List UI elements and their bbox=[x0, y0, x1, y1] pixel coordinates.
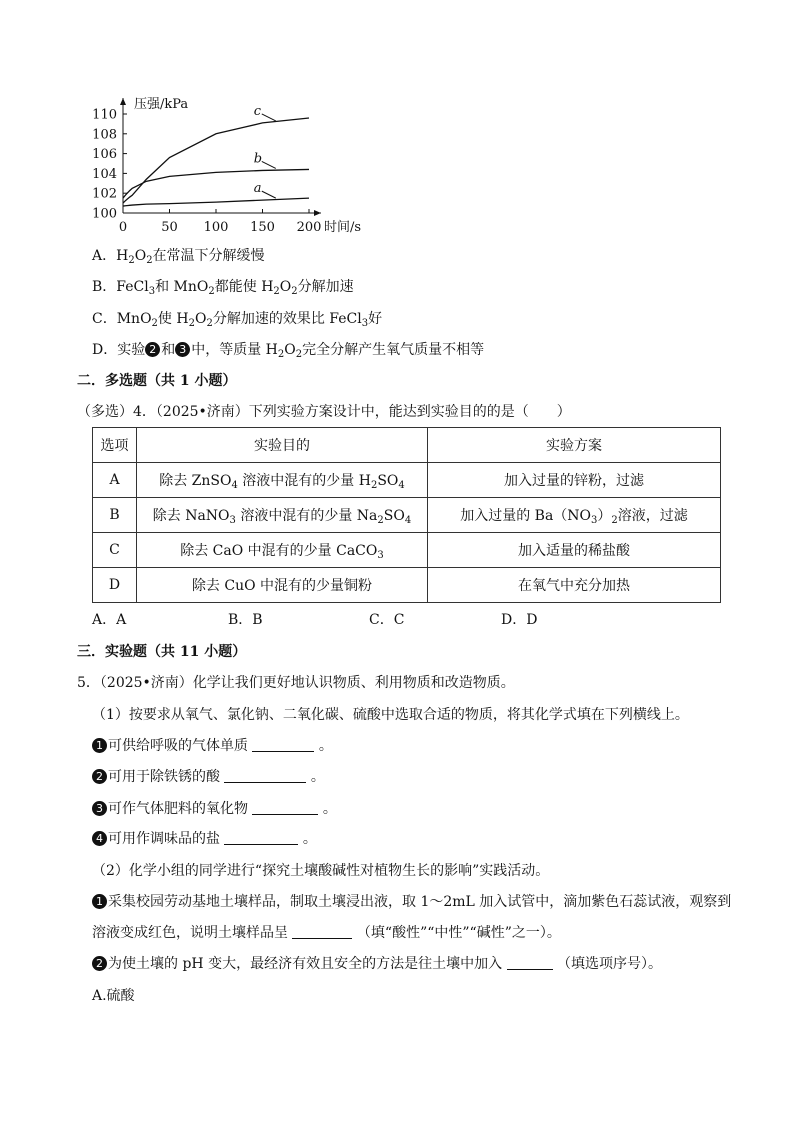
row-option: B bbox=[93, 498, 137, 533]
q5-part1: （1）按要求从氧气、氯化钠、二氧化碳、硫酸中选取合适的物质，将其化学式填在下列横线上。 bbox=[92, 707, 689, 723]
series-label-a: a bbox=[253, 181, 262, 197]
table-row bbox=[93, 498, 721, 533]
row-plan: 加入过量的 $Ba(NO_3)_2$溶液，过滤 bbox=[428, 498, 721, 533]
pressure-time-chart bbox=[88, 92, 362, 242]
row-goal: 除去 CuO 中混有的少量铜粉 bbox=[137, 568, 428, 603]
series-leader-a bbox=[262, 191, 276, 198]
q3-option-a: A．$H_2O_2$在常温下分解缓慢 bbox=[92, 248, 265, 266]
section-heading-multi-choice: 二．多选题（共 1 小题） bbox=[77, 373, 237, 389]
q4-stem: （多选）4．（2025•济南）下列实验方案设计中，能达到实验目的的是（ ） bbox=[77, 404, 571, 420]
q4-answer-d: D．D bbox=[501, 612, 538, 628]
row-plan: 在氧气中充分加热 bbox=[428, 568, 721, 603]
q3-option-c: C．MnO$_2$使 $H_2O_2$分解加速的效果比 FeCl$_3$好 bbox=[92, 311, 383, 329]
series-line-b bbox=[123, 169, 309, 198]
q3-option-d: D．实验 2 和 3 中，等质量 $H_2O_2$完全分解产生氧气质量不相等 bbox=[92, 342, 485, 360]
x-tick-label: 0 bbox=[118, 220, 128, 235]
series-line-c bbox=[123, 118, 309, 203]
header-option: 选项 bbox=[93, 428, 137, 463]
series-label-b: b bbox=[253, 151, 263, 167]
x-tick-label: 150 bbox=[250, 220, 275, 235]
answer-blank[interactable] bbox=[252, 800, 318, 815]
x-tick-label: 200 bbox=[296, 220, 322, 235]
table-row bbox=[93, 463, 721, 498]
table-header-row bbox=[93, 428, 721, 463]
row-goal: 除去 NaNO$_3$ 溶液中混有的少量 $Na_2SO_4$ bbox=[137, 498, 428, 533]
row-option: D bbox=[93, 568, 137, 603]
q4-answer-b: B．B bbox=[228, 612, 263, 628]
header-plan: 实验方案 bbox=[428, 428, 721, 463]
answer-blank[interactable] bbox=[507, 955, 553, 970]
series-line-a bbox=[123, 198, 309, 206]
row-option: C bbox=[93, 533, 137, 568]
row-plan: 加入适量的稀盐酸 bbox=[428, 533, 721, 568]
x-tick-label: 50 bbox=[161, 220, 178, 235]
x-axis-arrow bbox=[314, 210, 321, 216]
q5-sub1-line1: 1 采集校园劳动基地土壤样品，制取土壤浸出液，取 1～2mL 加入试管中，滴加紫色石蕊试液，观察到 bbox=[92, 892, 731, 912]
q5-part2: （2）化学小组的同学进行“探究土壤酸碱性对植物生长的影响”实践活动。 bbox=[92, 863, 550, 879]
y-tick-label: 108 bbox=[92, 127, 117, 143]
y-tick-label: 100 bbox=[92, 206, 117, 222]
q3-option-b: B．FeCl$_3$和 MnO$_2$都能使 $H_2O_2$分解加速 bbox=[92, 279, 354, 297]
row-goal: 除去 ZnSO$_4$ 溶液中混有的少量 $H_2SO_4$ bbox=[137, 463, 428, 498]
series-leader-c bbox=[262, 114, 276, 121]
series-leader-b bbox=[262, 161, 276, 168]
answer-blank[interactable] bbox=[292, 924, 352, 939]
y-tick-label: 102 bbox=[92, 186, 117, 202]
section-heading-experiment: 三．实验题（共 11 小题） bbox=[77, 644, 247, 660]
y-tick-label: 106 bbox=[92, 147, 117, 163]
table-row bbox=[93, 533, 721, 568]
q5-sub2: 2 为使土壤的 pH 变大，最经济有效且安全的方法是往土壤中加入 （填选项序号）。 bbox=[92, 954, 662, 974]
row-goal: 除去 CaO 中混有的少量 CaCO$_3$ bbox=[137, 533, 428, 568]
answer-blank[interactable] bbox=[224, 768, 306, 783]
answer-blank[interactable] bbox=[252, 737, 314, 752]
y-tick-label: 110 bbox=[92, 107, 117, 123]
series-label-c: c bbox=[253, 103, 262, 119]
q5-sub1-line2: 溶液变成红色，说明土壤样品呈 （填“酸性”“中性”“碱性”之一）。 bbox=[92, 925, 561, 941]
row-plan: 加入过量的锌粉，过滤 bbox=[428, 463, 721, 498]
x-axis-label: 时间/s bbox=[324, 220, 362, 235]
y-axis-arrow bbox=[120, 98, 126, 105]
q5-item-2: 2 可用于除铁锈的酸 。 bbox=[92, 767, 325, 787]
q4-options-table bbox=[92, 427, 721, 603]
q5-item-1: 1 可供给呼吸的气体单质 。 bbox=[92, 736, 333, 756]
y-tick-label: 104 bbox=[92, 166, 117, 182]
answer-blank[interactable] bbox=[224, 830, 298, 845]
q5-item-4: 4 可用作调味品的盐 。 bbox=[92, 829, 317, 849]
y-axis-label: 压强/kPa bbox=[134, 97, 189, 112]
q4-answer-a: A．A bbox=[92, 612, 127, 628]
q5-item-3: 3 可作气体肥料的氧化物 。 bbox=[92, 799, 337, 819]
q5-option-a: A.硫酸 bbox=[92, 988, 135, 1004]
x-tick-label: 100 bbox=[203, 220, 229, 235]
q4-answer-c: C．C bbox=[369, 612, 405, 628]
header-goal: 实验目的 bbox=[137, 428, 428, 463]
row-option: A bbox=[93, 463, 137, 498]
table-row bbox=[93, 568, 721, 603]
q5-stem: 5．（2025•济南）化学让我们更好地认识物质、利用物质和改造物质。 bbox=[77, 675, 515, 691]
